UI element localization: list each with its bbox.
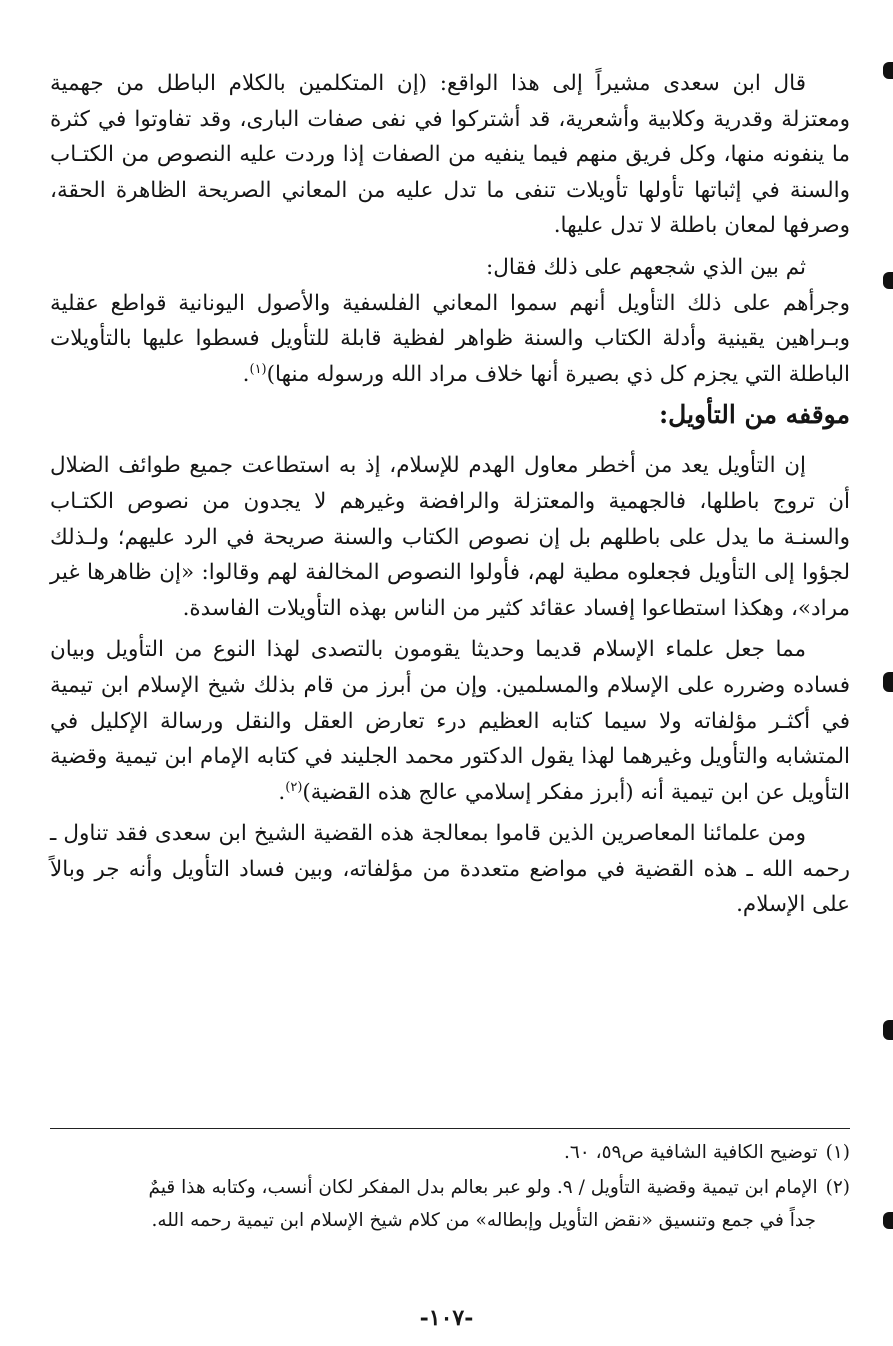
section-heading: موقفه من التأويل: xyxy=(658,400,850,430)
footnote-text-continued: جداً في جمع وتنسيق «نقض التأويل وإبطاله» من كلام شيخ الإسلام ابن تيمية رحمه الله. xyxy=(151,1210,816,1231)
binding-mark xyxy=(883,672,893,692)
binding-mark xyxy=(883,272,893,289)
paragraph-text: قال ابن سعدى مشيراً إلى هذا الواقع: (إن المتكلمين بالكلام الباطل من جهمية ومعتزلة وقدرية وكلابية وأشعرية، قد أشتركوا في نفى صفات البارى، وقد تفاوتوا في كثرة ما ينفونه منها، وكل فريق منهم فيما ينفيه من الصفات إذا وردت عليه النصوص من الكتـاب والسنة في إثباتها تأولها تأويلات تنفى ما تدل عليه من المعاني الصريحة الظاهرة الحقة، وصرفها لمعان باطلة لا تدل عليها. xyxy=(50,71,850,239)
footnote xyxy=(50,1136,850,1169)
paragraph-text: ومن علمائنا المعاصرين الذين قاموا بمعالجة هذه القضية الشيخ ابن سعدى فقد تناول ـ رحمه الله ـ هذه القضية في مواضع متعددة من مؤلفاته، وبين فساد التأويل وأنه جر وبالاً على الإسلام. xyxy=(50,821,850,918)
paragraph xyxy=(50,448,850,626)
paragraph-text: وجرأهم على ذلك التأويل أنهم سموا المعاني الفلسفية والأصول اليونانية قواطع عقلية وبـراهين يقينية وأدلة الكتاب والسنة ظواهر لفظية قابلة للتأويل فسطوا عليها بالتأويلات الباطلة التي يجزم كل ذي بصيرة أنها خلاف مراد الله ورسوله منها) xyxy=(50,290,850,387)
paragraph: مما جعل علماء الإسلام قديما وحديثا يقومون بالتصدى لهذا النوع من التأويل وبيان فساده وضرره على الإسلام والمسلمين. وإن من أبرز من قام بذلك شيخ الإسلام ابن تيمية في أكثـر مؤلفاته ولا سيما كتابه العظيم درء تعارض العقل والنقل ورسالة الإكليل في المتشابه والتأويل وغيرهما لهذا يقول الدكتور محمد الجليند في كتابه الإمام ابن تيمية وقضية التأويل عن ابن تيمية أنه (أبرز مفكر إسلامي عالج هذه القضية)$^{(٢)}$. xyxy=(50,637,850,805)
paragraph-text: إن التأويل يعد من أخطر معاول الهدم للإسلام، إذ به استطاعت جميع طوائف الضلال أن تروج باطلها، فالجهمية والمعتزلة والرافضة وغيرهم لا يجدون من نصوص الكتـاب والسنـة ما يدل على باطلهم بل إن نصوص الكتاب والسنة صريحة في الرد عليهم؛ ولـذلك لجؤوا إلى التأويل فجعلوه مطية لهم، فأولوا النصوص المخالفة لهم وقالوا: «إن ظاهرها غير مراد»، وهكذا استطاعوا إفساد عقائد كثير من الناس بهذه التأويلات الفاسدة. xyxy=(50,453,850,621)
binding-mark xyxy=(883,1020,893,1040)
footnote xyxy=(50,1171,850,1237)
footnote-reference: (٢) xyxy=(285,779,303,795)
binding-mark xyxy=(883,1212,893,1229)
paragraph-text: مما جعل علماء الإسلام قديما وحديثا يقومون بالتصدى لهذا النوع من التأويل وبيان فساده وضرره على الإسلام والمسلمين. وإن من أبرز من قام بذلك شيخ الإسلام ابن تيمية في أكثـر مؤلفاته ولا سيما كتابه العظيم درء تعارض العقل والنقل ورسالة الإكليل في المتشابه والتأويل وغيرهما لهذا يقول الدكتور محمد الجليند في كتابه الإمام ابن تيمية وقضية التأويل عن ابن تيمية أنه (أبرز مفكر إسلامي عالج هذه القضية) xyxy=(50,637,850,805)
footnotes xyxy=(50,1136,850,1239)
paragraph xyxy=(50,66,850,244)
footnote-divider xyxy=(50,1128,850,1129)
paragraph: وجرأهم على ذلك التأويل أنهم سموا المعاني الفلسفية والأصول اليونانية قواطع عقلية وبـراهين يقينية وأدلة الكتاب والسنة ظواهر لفظية قابلة للتأويل فسطوا عليها بالتأويلات الباطلة التي يجزم كل ذي بصيرة أنها خلاف مراد الله ورسوله منها)$^{(١)}$. xyxy=(50,290,850,387)
footnote-reference: (١) xyxy=(249,361,267,377)
paragraph xyxy=(50,250,850,286)
binding-mark xyxy=(883,62,893,79)
footnote-number: (٢) xyxy=(825,1177,850,1198)
footnote-text: توضيح الكافية الشافية ص٥٩، ٦٠. xyxy=(563,1142,818,1163)
paragraph xyxy=(50,816,850,923)
page-body xyxy=(50,66,850,923)
page-number: -١٠٧- xyxy=(419,1305,474,1331)
paragraph-text: ثم بين الذي شجعهم على ذلك فقال: xyxy=(486,254,806,280)
footnote-text: الإمام ابن تيمية وقضية التأويل / ٩. ولو عبر بعالم بدل المفكر لكان أنسب، وكتابه هذا قيمٌ xyxy=(148,1177,818,1198)
footnote-number: (١) xyxy=(825,1142,850,1163)
